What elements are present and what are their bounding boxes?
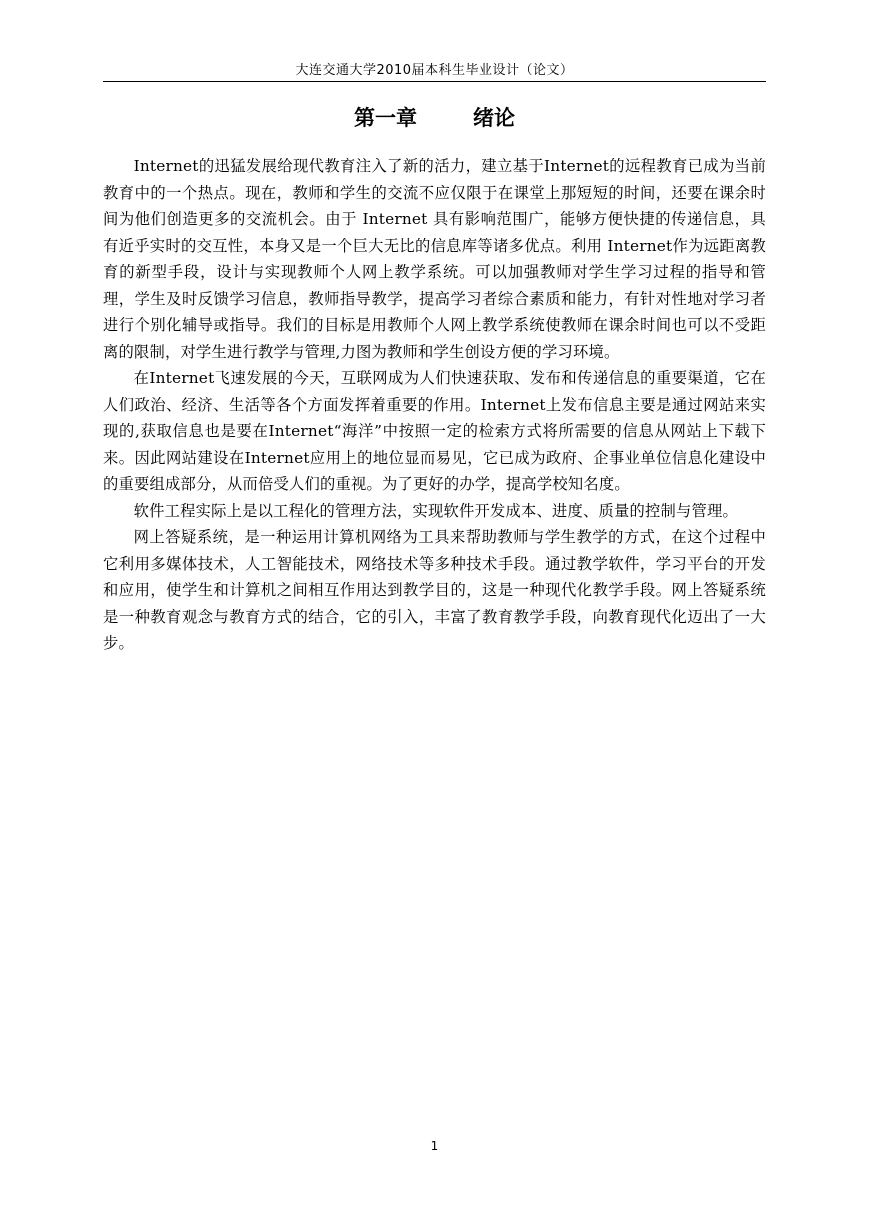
chapter-title — [103, 103, 766, 133]
paragraph-1: Internet的迅猛发展给现代教育注入了新的活力，建立基于Internet的远程教育已成为当前教育中的一个热点。现在，教师和学生的交流不应仅限于在课堂上那短短的时间，还要在课余时间为他们创造更多的交流机会。由于 Internet 具有影响范围广，能够方便快捷的传递信息，具有近乎实时的交互性，本身又是一个巨大无比的信息库等诸多优点。利用 Internet作为远距离教育的新型手段，设计与实现教师个人网上教学系统。可以加强教师对学生学习过程的指导和管理，学生及时反馈学习信息，教师指导教学，提高学习者综合素质和能力，有针对性地对学习者进行个别化辅导或指导。我们的目标是用教师个人网上教学系统使教师在课余时间也可以不受距离的限制，对学生进行教学与管理,力图为教师和学生创设方便的学习环境。 — [103, 157, 766, 361]
paragraph-4: 网上答疑系统，是一种运用计算机网络为工具来帮助教师与学生教学的方式，在这个过程中它利用多媒体技术，人工智能技术，网络技术等多种技术手段。通过教学软件，学习平台的开发和应用，使学生和计算机之间相互作用达到教学目的，这是一种现代化教学手段。网上答疑系统是一种教育观念与教育方式的结合，它的引入，丰富了教育教学手段，向教育现代化迈出了一大步。 — [103, 528, 766, 652]
chapter-name: 绪论 — [473, 106, 515, 130]
chapter-number: 第一章 — [354, 106, 417, 130]
header-rule — [103, 81, 766, 82]
paragraph-2: 在Internet飞速发展的今天，互联网成为人们快速获取、发布和传递信息的重要渠道，它在人们政治、经济、生活等各个方面发挥着重要的作用。Internet上发布信息主要是通过网站来实现的,获取信息也是要在Internet“海洋”中按照一定的检索方式将所需要的信息从网站上下载下来。因此网站建设在Internet应用上的地位显而易见，它已成为政府、企事业单位信息化建设中的重要组成部分，从而倍受人们的重视。为了更好的办学，提高学校知名度。 — [103, 369, 766, 493]
paragraph-3: 软件工程实际上是以工程化的管理方法，实现软件开发成本、进度、质量的控制与管理。 — [133, 501, 738, 520]
body-text — [103, 153, 766, 657]
page-number: 1 — [430, 1139, 439, 1153]
running-header: 大连交通大学2010届本科生毕业设计（论文） — [295, 63, 574, 78]
